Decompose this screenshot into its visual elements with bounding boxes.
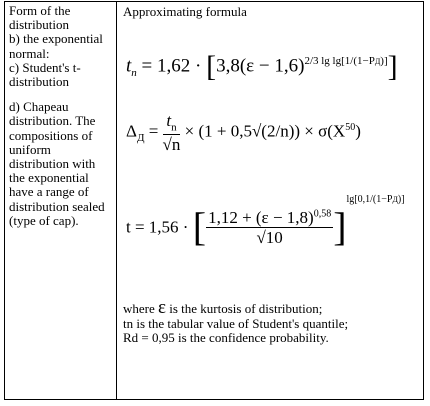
f1-coef: = 1,62 · bbox=[141, 55, 202, 77]
f2-lhs-sub: Д bbox=[136, 132, 145, 144]
f3-lhs: t = 1,56 · bbox=[126, 217, 189, 237]
epsilon-symbol: ε bbox=[158, 297, 166, 318]
f3-num: 1,12 + (ε − 1,8) bbox=[208, 207, 314, 227]
formula-notes bbox=[123, 297, 349, 346]
exponential-normal-label: b) the exponential normal: bbox=[9, 31, 103, 61]
chapeau-label: d) Chapeau distribution. The compositions of uniform distribution with the exponential have a range of distribution sealed (type of cap). bbox=[9, 99, 105, 228]
f2-fraction bbox=[163, 112, 181, 153]
f2-mid: × (1 + 0,5√(2/n)) × σ(X bbox=[184, 121, 346, 141]
f1-bracket-open: [ bbox=[206, 50, 217, 83]
student-t-label: c) Student's t-distribution bbox=[9, 59, 81, 90]
f1-lhs-sub: n bbox=[131, 67, 137, 80]
f1-exponent: 2/3 lg lg[1/(1−P bbox=[304, 55, 375, 68]
formula-chapeau bbox=[126, 194, 405, 249]
f3-fraction bbox=[206, 209, 333, 246]
f2-lhs: Δ bbox=[126, 121, 137, 141]
f1-bracket-close: ] bbox=[387, 50, 398, 83]
note-student-quantile: tn is the tabular value of Student's quantile; bbox=[123, 315, 349, 331]
f2-sup: 50 bbox=[345, 121, 356, 133]
column-header: Form of the distribution bbox=[9, 3, 71, 33]
note-kurtosis-pre: where bbox=[123, 301, 155, 316]
f3-exponent-sub: Д bbox=[392, 195, 398, 205]
column-divider bbox=[116, 2, 117, 399]
f2-frac-den: √n bbox=[162, 135, 181, 155]
f2-eq: = bbox=[148, 121, 159, 141]
formula-column-header: Approximating formula bbox=[123, 4, 247, 19]
f3-bracket-close: ] bbox=[333, 204, 347, 249]
f1-inner: 3,8(ε − 1,6) bbox=[216, 55, 305, 77]
formula-student-t bbox=[126, 112, 361, 153]
f3-exponent: lg[0,1/(1−P bbox=[346, 194, 393, 206]
f3-bracket-open: [ bbox=[192, 204, 207, 249]
f3-den: √10 bbox=[256, 227, 283, 247]
f3-num-sup: 0,58 bbox=[313, 207, 332, 219]
formula-table bbox=[4, 1, 424, 400]
f2-end: ) bbox=[355, 121, 361, 141]
note-confidence: Rd = 0,95 is the confidence probability. bbox=[123, 330, 329, 346]
note-kurtosis-post: is the kurtosis of distribution; bbox=[169, 301, 323, 316]
f3-exponent-end: )] bbox=[397, 194, 405, 206]
distribution-column bbox=[9, 4, 113, 228]
f1-lhs-var: t bbox=[126, 55, 132, 77]
f1-exponent-sub: Д bbox=[374, 57, 381, 67]
f2-frac-num: t bbox=[166, 111, 172, 130]
f1-exponent-end: )] bbox=[380, 55, 388, 68]
formula-exponential-normal bbox=[126, 52, 398, 82]
f2-frac-num-sub: n bbox=[171, 121, 177, 134]
